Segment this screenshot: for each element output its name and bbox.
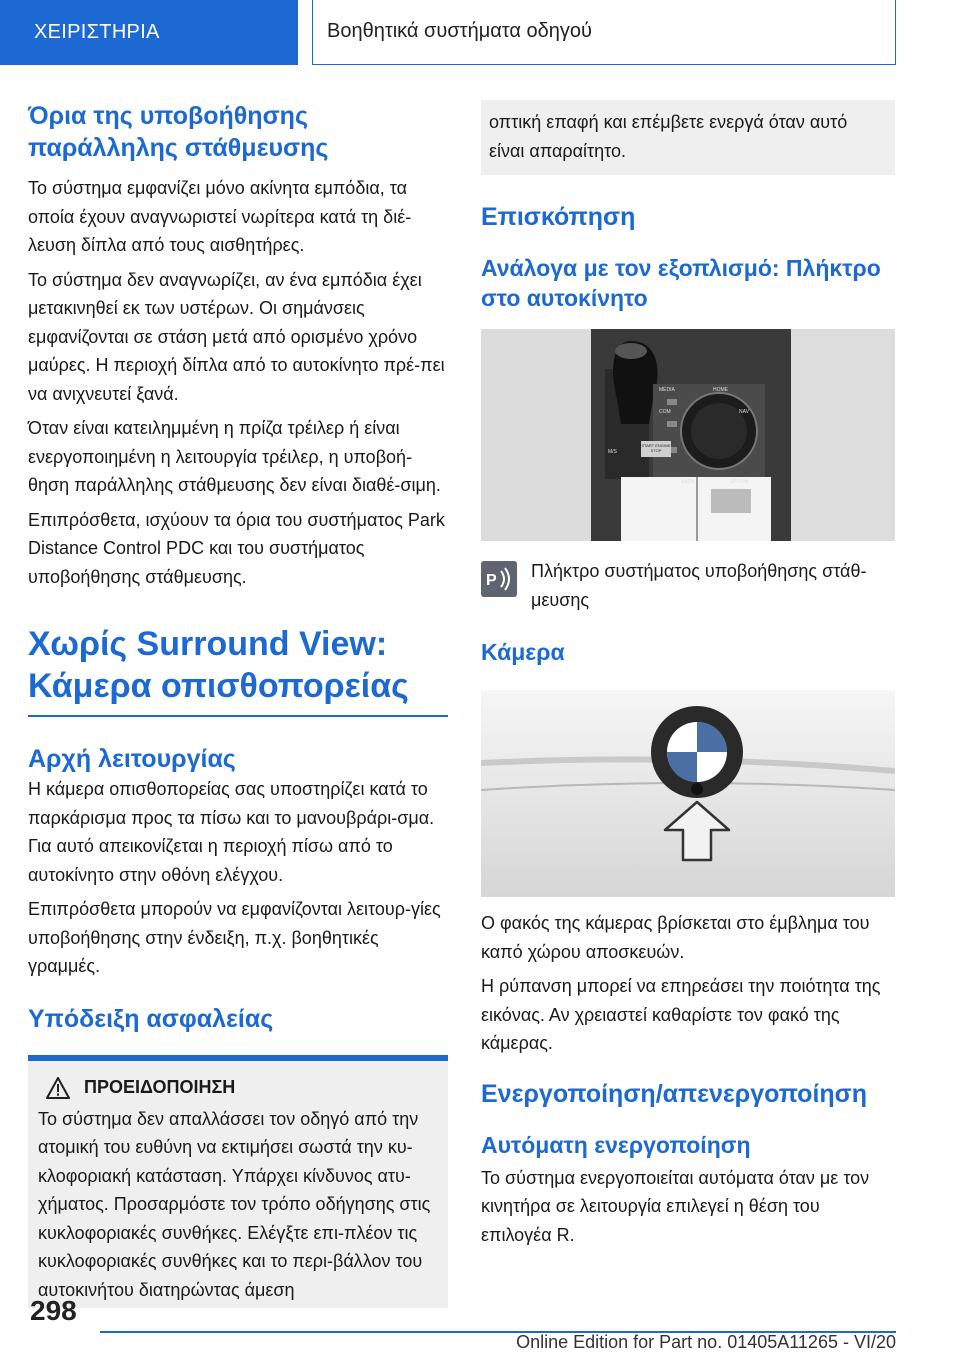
console-label-home: HOME	[713, 387, 728, 393]
limits-paragraph: Επιπρόσθετα, ισχύουν τα όρια του συστήματος Park Distance Control PDC και του συστήματος υποβοήθησης στάθμευσης.	[28, 509, 445, 587]
limits-paragraph: Το σύστημα δεν αναγνωρίζει, αν ένα εμπόδια έχει μετακινηθεί εκ των υστέρων. Οι σημάνσεις εμφανίζονται σε στάση μετά από ορισμένο χρόνο μαύρες. Η περιοχή δίπλα από το αυτοκίνητο πρέ-πει να ανιχνευτεί ξανά.	[28, 269, 445, 404]
console-label-nav: NAV	[739, 409, 749, 415]
principle-paragraph: Επιπρόσθετα μπορούν να εμφανίζονται λειτουρ-γίες υποβοήθησης στην ένδειξη, π.χ. βοηθητικές γραμμές.	[28, 899, 441, 976]
rear-camera-heading: Χωρίς Surround View: Κάμερα οπισθοπορείας	[28, 623, 448, 717]
parking-assist-button-icon	[481, 561, 517, 597]
warning-continued-box	[481, 100, 895, 175]
limits-paragraph: Όταν είναι κατειλημμένη η πρίζα τρέιλερ ή είναι ενεργοποιημένη η λειτουργία τρέιλερ, η υποβοή-θηση παράλληλης στάθμευσης δεν είναι διαθέ-σιμη.	[28, 418, 441, 495]
limits-heading: Όρια της υποβοήθησης παράλληλης στάθμευσης	[28, 102, 329, 162]
console-label-mode: M/S	[608, 449, 617, 455]
console-label-start-stop: START ENGINE STOP	[641, 443, 671, 453]
right-column	[481, 100, 895, 1255]
console-label-option: OPTION	[729, 479, 749, 485]
warning-title: ΠΡΟΕΙΔΟΠΟΙΗΣΗ	[84, 1077, 236, 1097]
section-tab: ΧΕΙΡΙΣΤΗΡΙΑ	[0, 0, 298, 65]
left-column	[28, 100, 448, 1308]
center-console-photo	[481, 329, 895, 541]
auto-activation-heading: Αυτόματη ενεργοποίηση	[481, 1131, 751, 1158]
camera-heading: Κάμερα	[481, 639, 565, 665]
trunk-emblem-illustration	[481, 690, 895, 897]
trunk-emblem-photo	[481, 690, 895, 897]
warning-triangle-icon	[46, 1077, 70, 1099]
button-caption: Πλήκτρο συστήματος υποβοήθησης στάθ-μευσης	[531, 561, 867, 610]
limits-paragraph: Το σύστημα εμφανίζει μόνο ακίνητα εμπόδια, τα οποία έχουν αναγνωριστεί νωρίτερα κατά τη διέ-λευση δίπλα από τους αισθητήρες.	[28, 178, 412, 255]
principle-heading: Αρχή λειτουργίας	[28, 745, 236, 773]
chapter-title: Βοηθητικά συστήματα οδηγού	[312, 0, 896, 65]
page-number: 298	[30, 1295, 77, 1326]
button-caption-row	[481, 557, 895, 614]
warning-continued-text: οπτική επαφή και επέμβετε ενεργά όταν αυτό είναι απαραίτητο.	[489, 112, 848, 161]
safety-heading: Υπόδειξη ασφαλείας	[28, 1004, 274, 1033]
camera-paragraph: Ο φακός της κάμερας βρίσκεται στο έμβλημα του καπό χώρου αποσκευών.	[481, 913, 870, 962]
auto-activation-text: Το σύστημα ενεργοποιείται αυτόματα όταν με τον κινητήρα σε λειτουργία επιλεγεί η θέση του επιλογέα R.	[481, 1167, 870, 1245]
warning-text: Το σύστημα δεν απαλλάσσει τον οδηγό από την ατομική του ευθύνη να εκτιμήσει σωστά την κυ-κλοφοριακή κατάσταση. Υπάρχει κίνδυνος ατυ-χήματος. Προσαρμόστε τον τρόπο οδήγησης στις κυκλοφοριακές συνθήκες. Ελέγξτε επι-πλέον τις κυκλοφοριακές συνθήκες και το περι-βάλλον του αυτοκινήτου διατηρώντας άμεση	[38, 1108, 431, 1300]
principle-paragraph: Η κάμερα οπισθοπορείας σας υποστηρίζει κατά το παρκάρισμα προς τα πίσω και το μανουβράρι-σμα. Για αυτό απεικονίζεται η περιοχή πίσω από το αυτοκίνητο στην οθόνη ελέγχου.	[28, 779, 435, 885]
console-label-media: MEDIA	[659, 387, 675, 393]
camera-paragraph: Η ρύπανση μπορεί να επηρεάσει την ποιότητα της εικόνας. Αν χρειαστεί καθαρίστε τον φακό της κάμερας.	[481, 976, 881, 1053]
equipment-heading: Ανάλογα με τον εξοπλισμό: Πλήκτρο στο αυτοκίνητο	[481, 255, 881, 311]
console-label-com: COM	[659, 409, 671, 415]
footer-edition: Online Edition for Part no. 01405A11265 - VI/20	[516, 1332, 896, 1352]
console-label-back: BACK	[681, 479, 695, 485]
warning-box	[28, 1061, 448, 1309]
svg-text:P: P	[486, 572, 497, 589]
center-console-illustration	[481, 329, 895, 541]
warning-title-row	[38, 1077, 436, 1099]
overview-heading: Επισκόπηση	[481, 203, 636, 231]
activation-heading: Ενεργοποίηση/απενεργοποίηση	[481, 1079, 868, 1108]
